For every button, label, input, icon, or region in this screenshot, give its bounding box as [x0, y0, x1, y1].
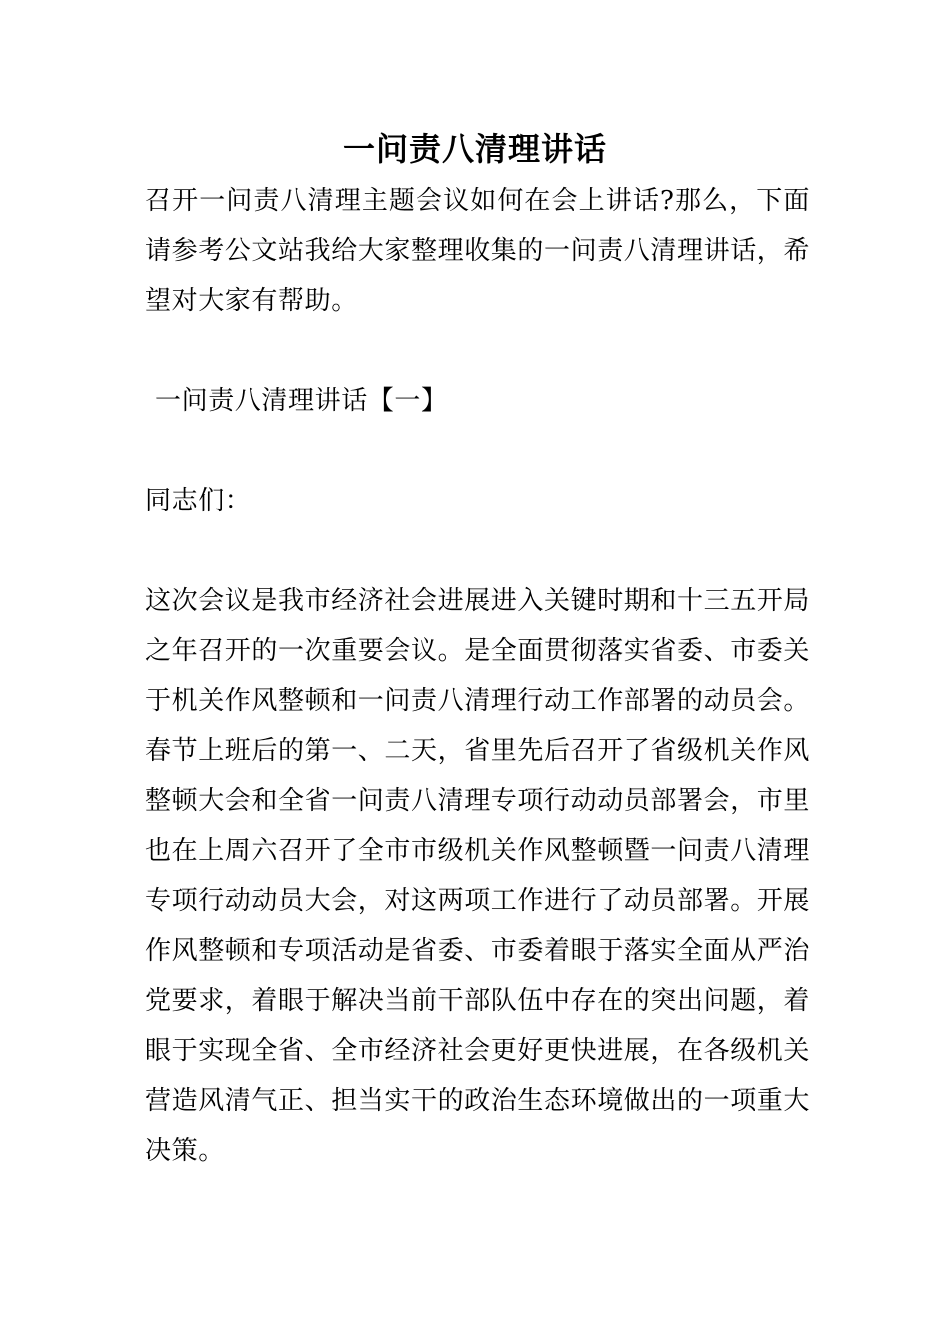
document-title: 一问责八清理讲话 [342, 130, 607, 168]
intro-paragraph: 召开一问责八清理主题会议如何在会上讲话?那么，下面请参考公文站我给大家整理收集的一问责八清理讲话，希望对大家有帮助。 [145, 186, 811, 316]
section-heading: 一问责八清理讲话【一】 [155, 386, 448, 416]
body-paragraph: 这次会议是我市经济社会进展进入关键时期和十三五开局之年召开的一次重要会议。是全面贯彻落实省委、市委关于机关作风整顿和一问责八清理行动工作部署的动员会。春节上班后的第一、二天，省里先后召开了省级机关作风整顿大会和全省一问责八清理专项行动动员部署会，市里也在上周六召开了全市市级机关作风整顿暨一问责八清理专项行动动员大会，对这两项工作进行了动员部署。开展作风整顿和专项活动是省委、市委着眼于落实全面从严治党要求，着眼于解决当前干部队伍中存在的突出问题，着眼于实现全省、全市经济社会更好更快进展，在各级机关营造风清气正、担当实干的政治生态环境做出的一项重大决策。 [145, 586, 811, 1166]
salutation: 同志们： [145, 486, 252, 516]
